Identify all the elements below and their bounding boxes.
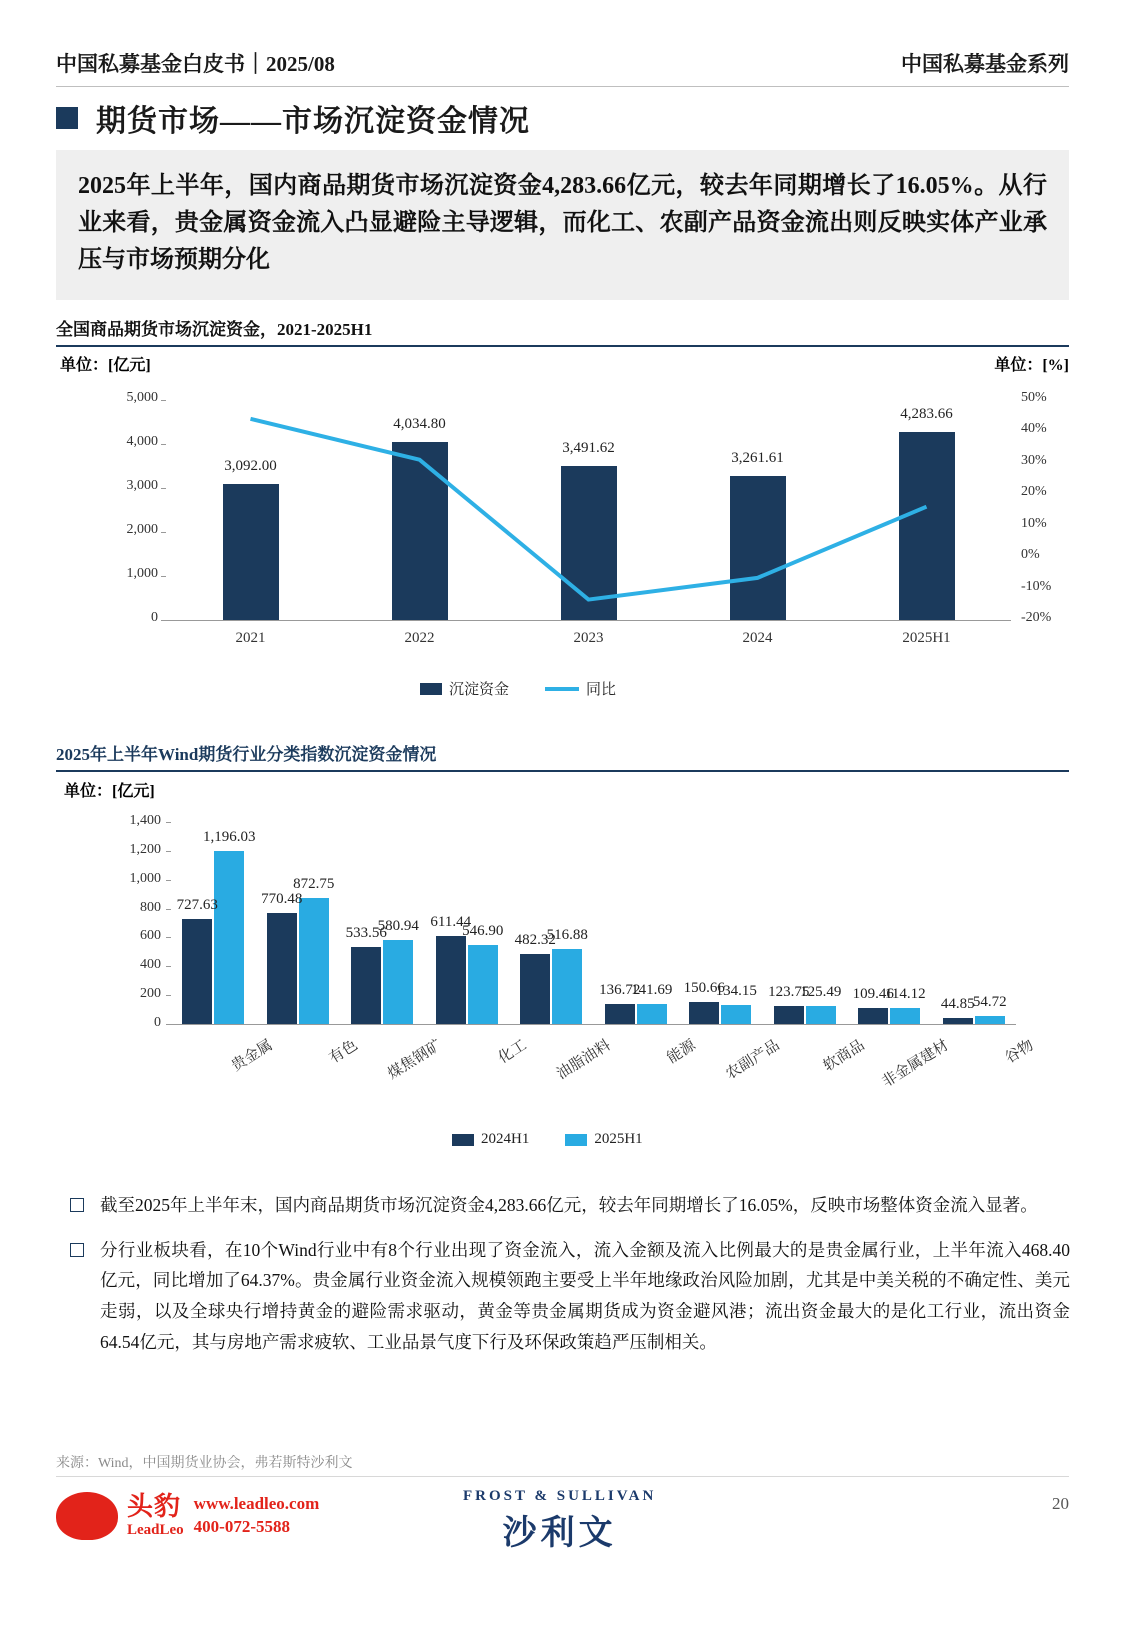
chart2-plot bbox=[56, 812, 1069, 1092]
chart2-bar-label: 770.48 bbox=[261, 890, 303, 907]
chart2-ytick: 0 bbox=[154, 1015, 161, 1030]
chart2-category-label: 油脂油料 bbox=[554, 1037, 614, 1083]
chart2-bar-2024h1 bbox=[182, 919, 212, 1024]
leadleo-name-en: LeadLeo bbox=[127, 1522, 184, 1539]
chart2-category-label: 贵金属 bbox=[229, 1037, 276, 1075]
chart1-bar-label: 3,491.62 bbox=[562, 440, 615, 457]
frost-sullivan-brand bbox=[463, 1488, 656, 1554]
chart1-title: 全国商品期货市场沉淀资金，2021-2025H1 bbox=[56, 315, 1069, 347]
chart2-category-label: 有色 bbox=[326, 1037, 361, 1067]
chart2-bar-label: 727.63 bbox=[176, 897, 218, 913]
chart1-bar-label: 4,283.66 bbox=[900, 405, 953, 422]
chart2-bar-2025h1 bbox=[383, 940, 413, 1024]
chart1-y2tick: -20% bbox=[1021, 610, 1052, 625]
website-link[interactable]: www.leadleo.com bbox=[193, 1494, 320, 1514]
chart2-bar-2024h1 bbox=[520, 954, 550, 1024]
chart2-ytick-mark bbox=[166, 937, 171, 938]
chart2-legend-item bbox=[452, 1131, 529, 1148]
bullet-square-icon bbox=[70, 1198, 84, 1212]
chart1-unit-left: 单位：[亿元] bbox=[60, 357, 151, 374]
chart1-category-label: 2025H1 bbox=[902, 630, 951, 646]
chart1-y2tick: 30% bbox=[1021, 452, 1047, 468]
source-note: 来源：Wind，中国期货业协会，弗若斯特沙利文 bbox=[56, 1456, 353, 1471]
fs-name-cn: 沙利文 bbox=[502, 1515, 617, 1552]
chart1-ytick: 2,000 bbox=[126, 522, 158, 537]
legend-label: 沉淀资金 bbox=[449, 682, 510, 698]
chart1-bar-label: 3,261.61 bbox=[731, 450, 784, 467]
chart1-category-label: 2024 bbox=[742, 630, 773, 646]
leadleo-logo-icon bbox=[56, 1492, 118, 1540]
footer-divider bbox=[56, 1476, 1069, 1477]
chart1-ytick: 4,000 bbox=[126, 434, 158, 449]
chart2-legend-item bbox=[565, 1131, 642, 1148]
chart2-bar-2025h1 bbox=[299, 898, 329, 1024]
bullet-item bbox=[70, 1235, 1070, 1358]
chart1-y2tick: 40% bbox=[1021, 421, 1047, 437]
chart2-bar-label: 482.32 bbox=[514, 932, 556, 949]
chart1-bar-label: 3,092.00 bbox=[224, 457, 277, 474]
chart2-bar-2024h1 bbox=[943, 1018, 973, 1024]
chart2-legend bbox=[452, 1131, 669, 1148]
legend-label: 同比 bbox=[586, 682, 617, 698]
chart2-category-label: 非金属建材 bbox=[879, 1037, 952, 1091]
chart2-category-label: 煤焦钢矿 bbox=[385, 1037, 445, 1083]
title-marker-icon bbox=[56, 107, 78, 129]
chart2-bar-2025h1 bbox=[806, 1006, 836, 1024]
chart1-y2tick: 10% bbox=[1021, 515, 1047, 531]
chart2-bar-label: 516.88 bbox=[546, 927, 588, 944]
chart2-category-label: 农副产品 bbox=[723, 1037, 783, 1083]
header-left: 中国私募基金白皮书｜2025/08 bbox=[56, 52, 335, 76]
bullet-square-icon bbox=[70, 1243, 84, 1257]
chart1-unit-right: 单位：[%] bbox=[994, 357, 1069, 374]
chart2-bar-2025h1 bbox=[214, 851, 244, 1024]
chart1-y2tick: -10% bbox=[1021, 578, 1052, 594]
bullet-list bbox=[70, 1190, 1070, 1371]
bullet-text: 截至2025年上半年末，国内商品期货市场沉淀资金4,283.66亿元，较去年同期增长了16.05%，反映市场整体资金流入显著。 bbox=[100, 1195, 1038, 1215]
chart2-bar-2024h1 bbox=[774, 1006, 804, 1024]
chart2-bar-label: 533.56 bbox=[345, 925, 387, 941]
phone-number: 400-072-5588 bbox=[193, 1517, 290, 1536]
chart1-category-label: 2021 bbox=[235, 630, 266, 646]
chart1-plot bbox=[56, 388, 1069, 648]
chart2-category-label: 化工 bbox=[495, 1037, 530, 1067]
chart2-bar-label: 546.90 bbox=[462, 923, 504, 940]
chart2-ytick-mark bbox=[166, 966, 171, 967]
chart1-category-label: 2022 bbox=[404, 630, 435, 646]
leadleo-brand bbox=[56, 1492, 319, 1540]
chart2-bar-2024h1 bbox=[858, 1008, 888, 1024]
chart2-bar-2025h1 bbox=[637, 1004, 667, 1024]
chart2-bar-label: 141.69 bbox=[631, 981, 673, 998]
chart2-bar-label: 109.46 bbox=[852, 986, 894, 1003]
chart2-category-label: 谷物 bbox=[1002, 1037, 1037, 1067]
fs-name-en: FROST & SULLIVAN bbox=[463, 1488, 657, 1504]
legend-label: 2025H1 bbox=[594, 1131, 643, 1147]
chart2-bar-label: 872.75 bbox=[293, 876, 335, 893]
chart2-category-label: 软商品 bbox=[820, 1037, 868, 1075]
chart2-bar-label: 150.66 bbox=[683, 980, 725, 997]
chart2-title: 2025年上半年Wind期货行业分类指数沉淀资金情况 bbox=[56, 740, 1069, 772]
page-header bbox=[56, 48, 1069, 87]
chart2-ytick-mark bbox=[166, 822, 171, 823]
chart1-y2tick: 20% bbox=[1021, 484, 1047, 500]
chart2-bar-label: 44.85 bbox=[940, 995, 975, 1012]
chart2-bar-2025h1 bbox=[468, 945, 498, 1024]
chart2-bar-2024h1 bbox=[605, 1004, 635, 1024]
chart2-bar-label: 1,196.03 bbox=[203, 829, 256, 846]
chart2-ytick: 600 bbox=[140, 928, 161, 944]
chart1-ytick: 0 bbox=[151, 610, 158, 625]
legend-swatch bbox=[452, 1134, 474, 1146]
chart2-bar-label: 611.44 bbox=[430, 913, 472, 930]
chart1-legend bbox=[420, 678, 642, 699]
summary-box: 2025年上半年，国内商品期货市场沉淀资金4,283.66亿元，较去年同期增长了16.05%。从行业来看，贵金属资金流入凸显避险主导逻辑，而化工、农副产品资金流出则反映实体产业承压与市场预期分化 bbox=[56, 150, 1069, 300]
chart2-bar-2025h1 bbox=[721, 1005, 751, 1024]
chart1-ytick: 3,000 bbox=[126, 478, 158, 493]
chart2-ytick: 1,200 bbox=[129, 841, 161, 857]
chart2-bar-label: 54.72 bbox=[972, 994, 1007, 1011]
chart2-category-label: 能源 bbox=[664, 1037, 699, 1067]
chart2-bar-2024h1 bbox=[689, 1002, 719, 1024]
legend-swatch bbox=[420, 683, 442, 695]
bullet-item bbox=[70, 1190, 1070, 1221]
bullet-text: 分行业板块看，在10个Wind行业中有8个行业出现了资金流入，流入金额及流入比例最大的是贵金属行业，上半年流入468.40亿元，同比增加了64.37%。贵金属行业资金流入规模领跑主要受上半年地缘政治风险加剧，尤其是中美关税的不确定性、美元走弱，以及全球央行增持黄金的避险需求驱动，黄金等贵金属期货成为资金避风港；流出资金最大的是化工行业，流出资金64.54亿元，其与房地产需求疲软、工业品景气度下行及环保政策趋严压制相关。 bbox=[100, 1239, 1070, 1352]
header-right: 中国私募基金系列 bbox=[901, 52, 1069, 76]
chart1-ytick: 5,000 bbox=[126, 390, 158, 405]
legend-swatch bbox=[565, 1134, 587, 1146]
chart2-bar-2024h1 bbox=[436, 936, 466, 1024]
chart2-bar-2024h1 bbox=[351, 947, 381, 1024]
chart2-ytick: 800 bbox=[140, 899, 161, 915]
chart1-legend-item-line bbox=[545, 678, 616, 699]
chart2-bar-label: 136.72 bbox=[599, 982, 641, 999]
chart2-x-axis bbox=[171, 1024, 1016, 1025]
chart1-bar-label: 4,034.80 bbox=[393, 416, 446, 433]
chart1-line-series bbox=[56, 388, 1069, 648]
chart2-bar-label: 125.49 bbox=[800, 983, 842, 1000]
chart1-ytick: 1,000 bbox=[126, 566, 158, 581]
chart1-y2tick: 50% bbox=[1021, 390, 1047, 405]
chart2-ytick: 1,400 bbox=[129, 813, 161, 828]
page-number: 20 bbox=[1052, 1494, 1069, 1513]
chart2-unit-left: 单位：[亿元] bbox=[64, 783, 155, 800]
chart2-bar-label: 580.94 bbox=[377, 918, 419, 935]
chart1-legend-item-bar bbox=[420, 678, 509, 699]
legend-label: 2024H1 bbox=[481, 1131, 530, 1147]
chart2-bar-2025h1 bbox=[975, 1016, 1005, 1024]
chart2-ytick-mark bbox=[166, 995, 171, 996]
chart2-ytick-mark bbox=[166, 851, 171, 852]
leadleo-name-cn: 头豹 bbox=[127, 1492, 182, 1522]
chart2-ytick-mark bbox=[166, 880, 171, 881]
chart2-bar-label: 134.15 bbox=[715, 982, 757, 999]
chart2-bar-2024h1 bbox=[267, 913, 297, 1024]
section-title bbox=[56, 96, 530, 140]
chart2-bar-label: 123.75 bbox=[768, 984, 810, 1001]
chart1-y2tick: 0% bbox=[1021, 547, 1040, 563]
chart2-bar-label: 114.12 bbox=[884, 985, 926, 1002]
page-title: 期货市场——市场沉淀资金情况 bbox=[96, 105, 530, 138]
chart2-ytick: 1,000 bbox=[129, 870, 161, 886]
chart2-ytick-mark bbox=[166, 1024, 171, 1025]
chart2-ytick: 200 bbox=[140, 986, 161, 1002]
legend-swatch bbox=[545, 687, 579, 691]
chart1-category-label: 2023 bbox=[573, 630, 604, 646]
chart2-ytick: 400 bbox=[140, 957, 161, 973]
